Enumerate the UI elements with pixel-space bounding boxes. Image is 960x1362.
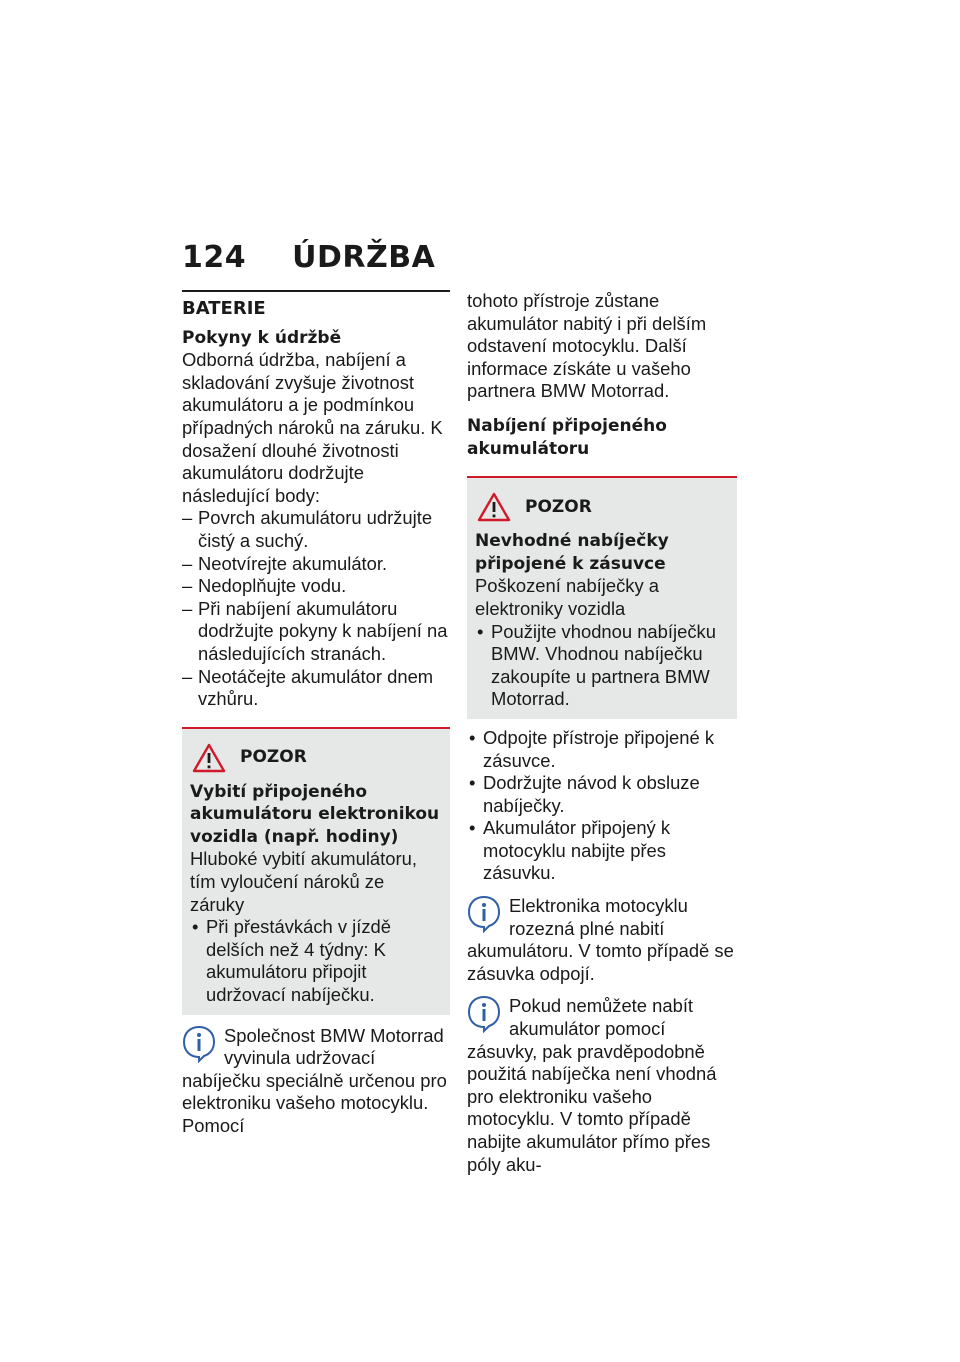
list-item: – Při nabíjení akumulátoru dodržujte pokyny k nabíjení na následujících stranách.	[182, 598, 450, 666]
list-item: • Odpojte přístroje připojené k zásuvce.	[467, 727, 737, 772]
info-note	[467, 895, 737, 985]
intro-paragraph: Odborná údržba, nabíjení a skladování zvyšuje životnost akumulátoru a je podmínkou případných nároků na záruku. K dosažení dlouhé životnosti akumulátoru dodržujte následující body:	[182, 349, 443, 506]
list-item: • Akumulátor připojený k motocyklu nabijte přes zásuvku.	[467, 817, 737, 885]
list-item: • Při přestávkách v jízdě delších než 4 týdny: K akumulátoru připojit udržovací nabíječku.	[190, 916, 442, 1006]
charging-steps	[467, 727, 737, 885]
page-header	[182, 240, 435, 275]
section-title: BATERIE	[182, 290, 450, 321]
right-column	[467, 290, 737, 1176]
info-text: Pokud nemůžete nabít akumulátor pomocí zásuvky, pak pravděpodobně použitá nabíječka není vhodná pro elektroniku vašeho motocyklu. V tomto případě nabijte akumulátor přímo přes póly aku-	[467, 995, 717, 1175]
list-item: – Povrch akumulátoru udržujte čistý a suchý.	[182, 507, 450, 552]
list-item: • Dodržujte návod k obsluze nabíječky.	[467, 772, 737, 817]
warning-label: POZOR	[525, 496, 592, 517]
left-column	[182, 290, 450, 1138]
warning-header	[475, 492, 729, 522]
warning-actions	[475, 621, 729, 711]
info-text: Elektronika motocyklu rozezná plné nabití akumulátoru. V tomto případě se zásuvka odpojí.	[467, 895, 734, 984]
subhead-maintenance: Pokyny k údržbě	[182, 327, 342, 348]
info-note	[467, 995, 737, 1176]
info-icon	[182, 1025, 216, 1063]
warning-consequence: Poškození nabíječky a elektroniky vozidla	[475, 575, 660, 619]
info-note	[182, 1025, 450, 1138]
continuation-paragraph: tohoto přístroje zůstane akumulátor nabitý i při delším odstavení motocyklu. Další informace získáte u vašeho partnera BMW Motorrad.	[467, 290, 707, 402]
warning-consequence: Hluboké vybití akumulátoru, tím vyloučení nároků ze záruky	[190, 848, 417, 915]
warning-triangle-icon	[192, 743, 226, 773]
warning-triangle-icon	[477, 492, 511, 522]
warning-header	[190, 743, 442, 773]
subhead-charging: Nabíjení připojeného akumulátoru	[467, 415, 667, 459]
warning-box	[182, 727, 450, 1015]
warning-heading: Vybití připojeného akumulátoru elektronikou vozidla (např. hodiny)	[190, 781, 440, 847]
warning-actions	[190, 916, 442, 1006]
list-item: – Neotvírejte akumulátor.	[182, 553, 450, 576]
warning-label: POZOR	[240, 747, 307, 768]
page-number: 124	[182, 240, 247, 275]
warning-box	[467, 476, 737, 719]
info-icon	[467, 895, 501, 933]
chapter-title: ÚDRŽBA	[292, 240, 436, 275]
maintenance-list	[182, 507, 450, 710]
list-item: – Nedoplňujte vodu.	[182, 575, 450, 598]
info-text: Společnost BMW Motorrad vyvinula udržovací nabíječku speciálně určenou pro elektroniku vašeho motocyklu. Pomocí	[182, 1024, 447, 1136]
info-icon	[467, 995, 501, 1033]
list-item: • Použijte vhodnou nabíječku BMW. Vhodnou nabíječku zakoupíte u partnera BMW Motorrad.	[475, 621, 729, 711]
list-item: – Neotáčejte akumulátor dnem vzhůru.	[182, 666, 450, 711]
warning-heading: Nevhodné nabíječky připojené k zásuvce	[475, 531, 669, 574]
